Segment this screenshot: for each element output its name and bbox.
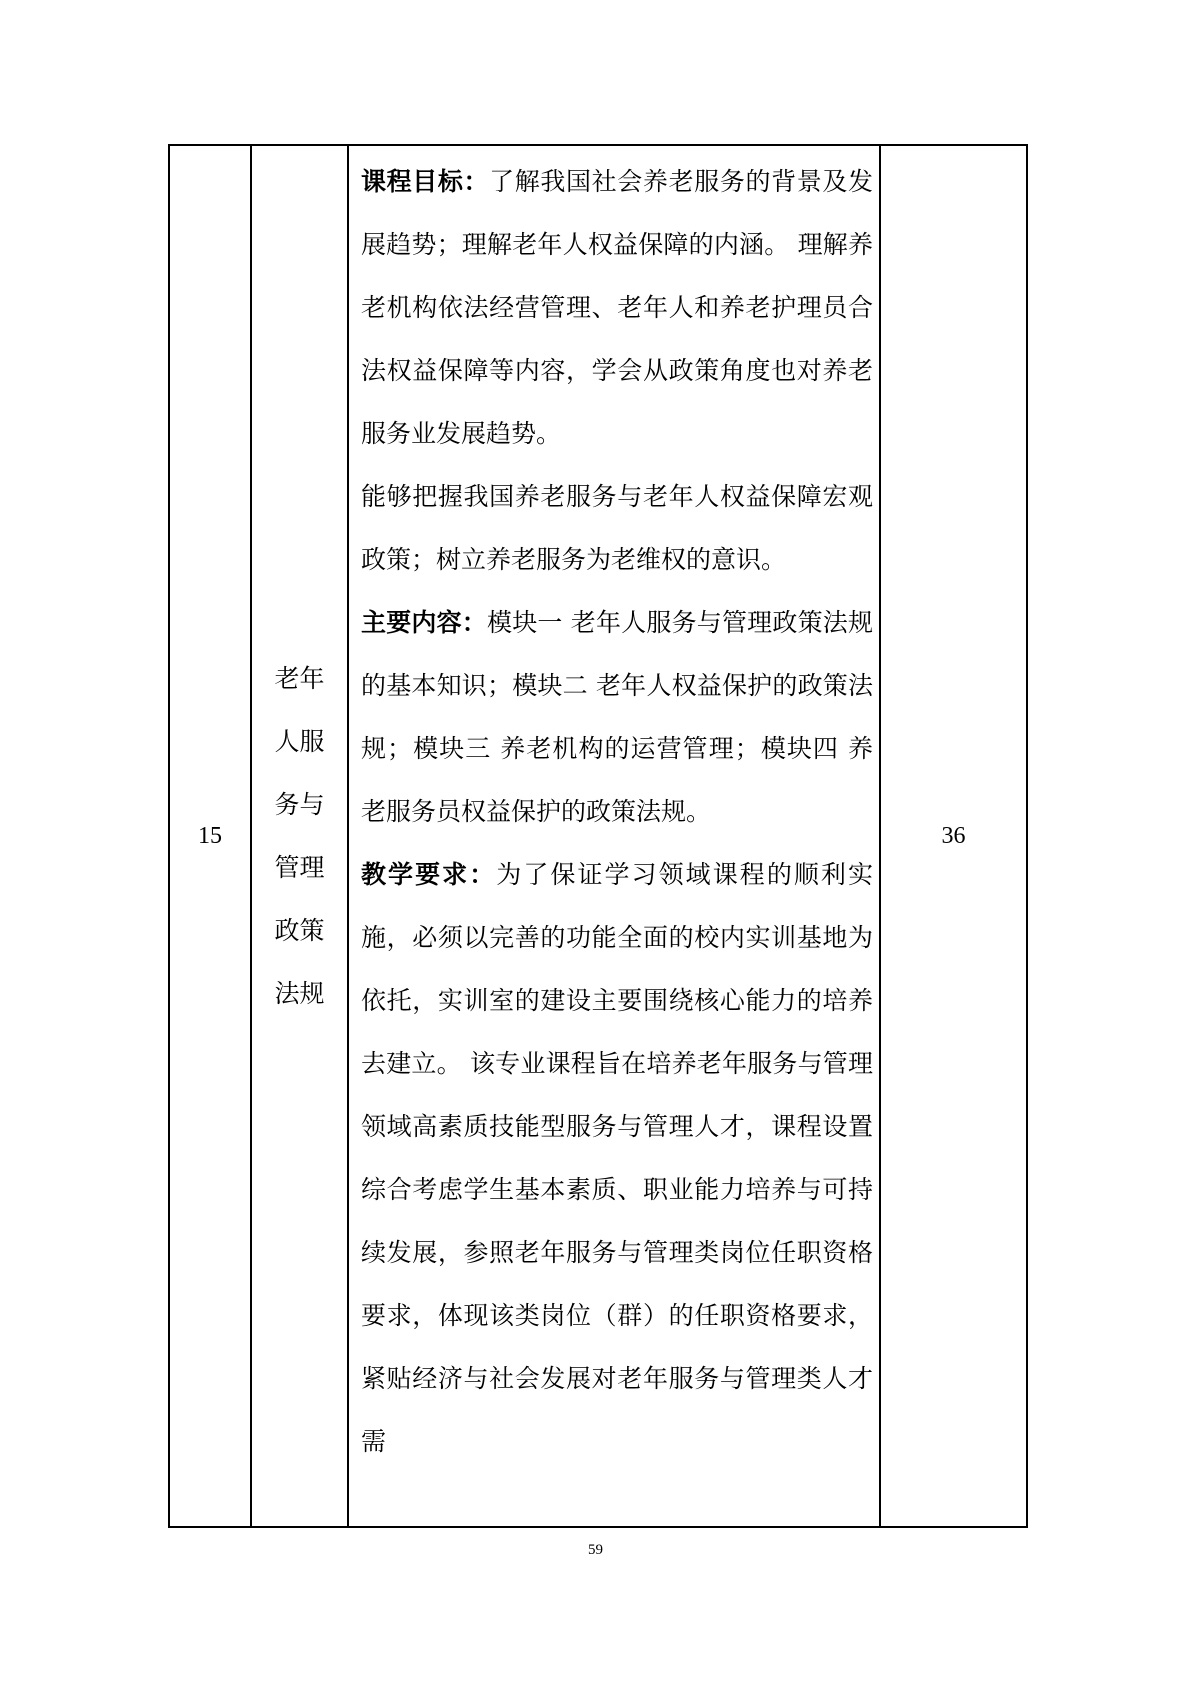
- objective-text-2: 能够把握我国养老服务与老年人权益保障宏观政策；树立养老服务为老维权的意识。: [361, 482, 873, 574]
- teaching-requirements-text: 为了保证学习领域课程的顺利实施，必须以完善的功能全面的校内实训基地为依托，实训室的建设主要围绕核心能力的培养去建立。 该专业课程旨在培养老年服务与管理领域高素质技能型服务与管理人才，课程设置综合考虑学生基本素质、职业能力培养与可持续发展，参照老年服务与管理类岗位任职资格要求，体现该类岗位（群）的任职资格要求，紧贴经济与社会发展对老年服务与管理类人才需: [361, 860, 873, 1456]
- objective-paragraph: [361, 150, 873, 465]
- objective-label: 课程目标：: [361, 167, 490, 196]
- main-content-label: 主要内容：: [361, 608, 488, 637]
- course-number-cell: [169, 145, 251, 1527]
- course-table: [168, 144, 1028, 1528]
- table-row: [169, 145, 1027, 1527]
- course-number: 15: [198, 822, 222, 849]
- course-hours: 36: [941, 822, 966, 849]
- objective-paragraph-2: [361, 465, 873, 591]
- course-content-cell: [348, 145, 880, 1527]
- teaching-requirements-paragraph: [361, 843, 873, 1473]
- course-name-cell: [251, 145, 348, 1527]
- course-name: 老年人服务与管理政策法规: [274, 664, 325, 1008]
- teaching-requirements-label: 教学要求：: [361, 860, 497, 889]
- objective-text: 了解我国社会养老服务的背景及发展趋势；理解老年人权益保障的内涵。 理解养老机构依法经营管理、老年人和养老护理员合法权益保障等内容，学会从政策角度也对养老服务业发展趋势。: [361, 167, 873, 448]
- course-hours-cell: [880, 145, 1027, 1527]
- main-content-text: 模块一 老年人服务与管理政策法规的基本知识；模块二 老年人权益保护的政策法规；模块三 养老机构的运营管理；模块四 养老服务员权益保护的政策法规。: [361, 608, 873, 826]
- course-description: [349, 146, 879, 1473]
- main-content-paragraph: [361, 591, 873, 843]
- page-number: 59: [588, 1542, 603, 1558]
